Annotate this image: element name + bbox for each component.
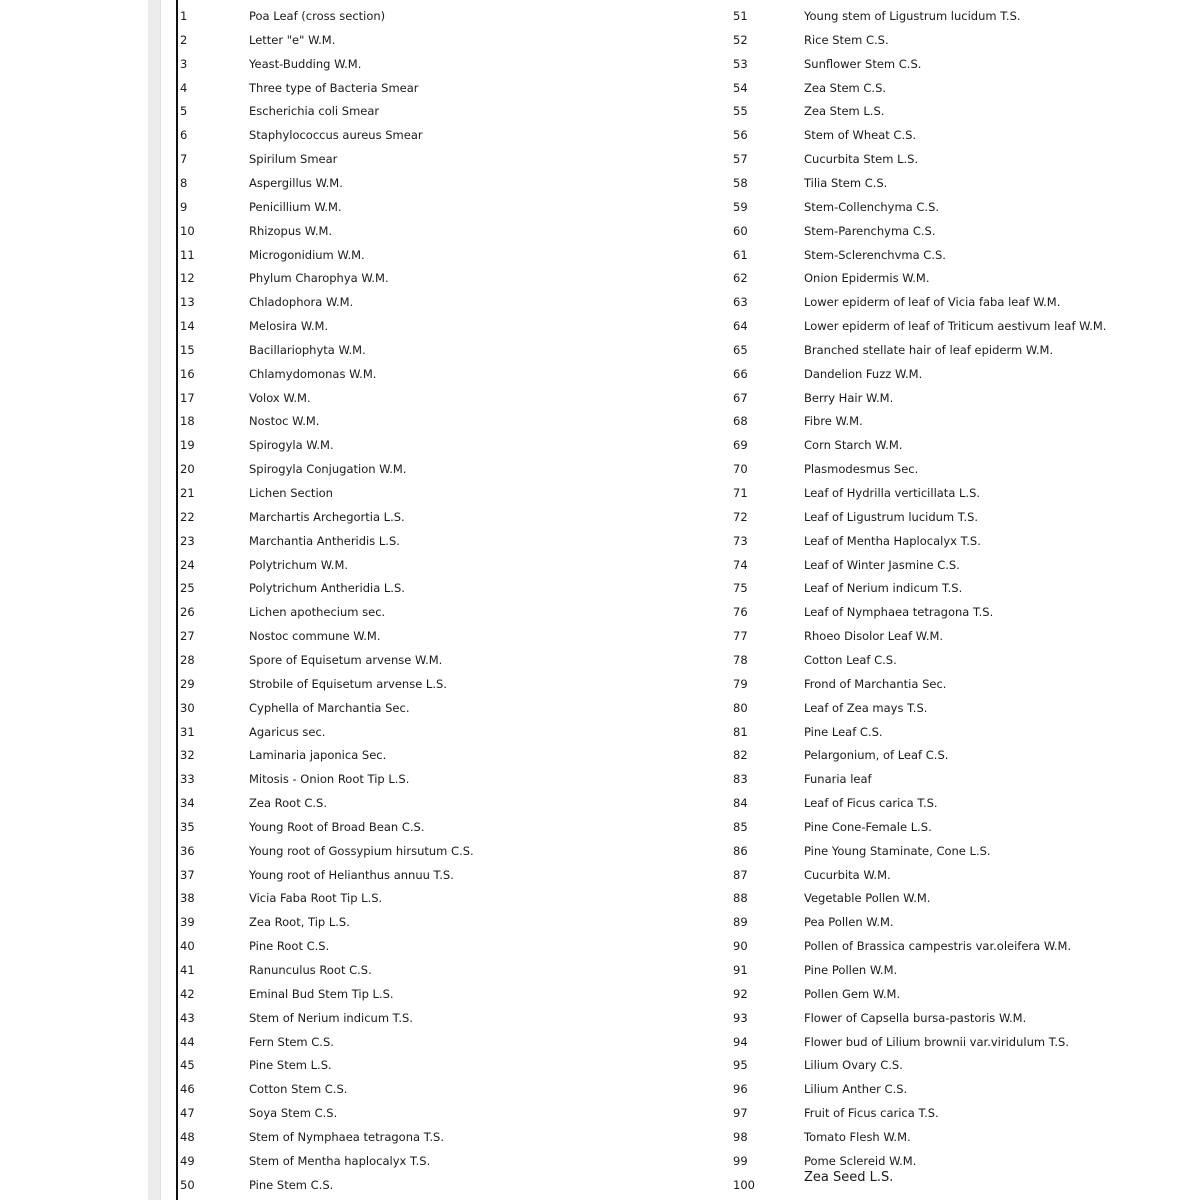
item-name: Chladophora W.M. [249, 295, 354, 310]
item-number: 47 [180, 1106, 195, 1121]
item-number: 90 [733, 939, 748, 954]
item-number: 45 [180, 1058, 195, 1073]
item-number: 73 [733, 533, 748, 548]
item-name: Leaf of Nymphaea tetragona T.S. [804, 605, 994, 620]
item-number: 76 [733, 605, 748, 620]
item-number: 19 [180, 438, 195, 453]
item-name: Laminaria japonica Sec. [249, 748, 387, 763]
item-number: 71 [733, 486, 748, 500]
item-name: Berry Hair W.M. [804, 390, 894, 405]
item-name: Fruit of Ficus carica T.S. [804, 1106, 939, 1121]
item-number: 69 [733, 438, 748, 453]
item-name: Agaricus sec. [249, 724, 326, 739]
item-number: 13 [180, 295, 195, 310]
item-number: 32 [180, 748, 195, 763]
item-name: Nostoc W.M. [249, 414, 320, 429]
item-number: 40 [180, 939, 195, 954]
item-name: Pine Cone-Female L.S. [804, 819, 932, 834]
item-number: 30 [180, 700, 195, 715]
item-name: Vegetable Pollen W.M. [804, 891, 931, 906]
item-number: 100 [733, 1177, 755, 1192]
item-name: Volox W.M. [249, 390, 311, 405]
item-number: 33 [180, 772, 195, 787]
item-name: Chlamydomonas W.M. [249, 366, 377, 381]
item-number: 5 [180, 104, 188, 119]
item-number: 35 [180, 819, 195, 834]
item-number: 27 [180, 629, 195, 644]
item-number: 37 [180, 867, 195, 882]
item-number: 75 [733, 581, 748, 596]
item-name: Rhoeo Disolor Leaf W.M. [804, 629, 944, 644]
item-number: 77 [733, 629, 748, 644]
item-number: 1 [180, 9, 188, 23]
item-number: 96 [733, 1082, 748, 1097]
item-name: Stem-Sclerenchvma C.S. [804, 247, 946, 262]
item-name: Microgonidium W.M. [249, 247, 365, 262]
item-number: 16 [180, 366, 195, 381]
item-number: 12 [180, 271, 195, 286]
item-number: 34 [180, 796, 195, 811]
item-number: 25 [180, 581, 195, 596]
item-name: Lilium Ovary C.S. [804, 1058, 903, 1073]
item-number: 87 [733, 867, 748, 882]
item-number: 57 [733, 152, 748, 167]
item-name: Cucurbita W.M. [804, 867, 891, 882]
item-name: Funaria leaf [804, 772, 872, 787]
item-number: 49 [180, 1153, 195, 1168]
item-name: Leaf of Mentha Haplocalyx T.S. [804, 533, 981, 548]
item-name: Pollen Gem W.M. [804, 986, 901, 1001]
item-name: Pine Young Staminate, Cone L.S. [804, 843, 991, 858]
item-number: 53 [733, 56, 748, 71]
item-name: Stem of Nymphaea tetragona T.S. [249, 1129, 444, 1144]
item-number: 36 [180, 843, 195, 858]
item-name: Stem-Parenchyma C.S. [804, 223, 936, 238]
item-name: Dandelion Fuzz W.M. [804, 366, 923, 381]
item-name: Pollen of Brassica campestris var.oleifera W.M. [804, 939, 1072, 954]
item-name: Zea Stem L.S. [804, 104, 885, 119]
item-number: 80 [733, 700, 748, 715]
item-number: 39 [180, 915, 195, 930]
item-number: 21 [180, 486, 195, 500]
item-number: 84 [733, 796, 748, 811]
item-number: 10 [180, 223, 195, 238]
item-number: 50 [180, 1177, 195, 1192]
item-number: 66 [733, 366, 748, 381]
item-number: 3 [180, 56, 188, 71]
item-number: 26 [180, 605, 195, 620]
item-name: Stem-Collenchyma C.S. [804, 199, 940, 214]
item-name: Sunflower Stem C.S. [804, 56, 922, 71]
item-name: Young root of Gossypium hirsutum C.S. [249, 843, 474, 858]
item-name: Zea Root, Tip L.S. [249, 915, 350, 930]
item-number: 65 [733, 342, 748, 357]
item-name: Ranunculus Root C.S. [249, 963, 372, 977]
item-number: 24 [180, 557, 195, 572]
item-name: Leaf of Hydrilla verticillata L.S. [804, 486, 981, 500]
item-name: Zea Seed L.S. [804, 1169, 894, 1185]
item-number: 2 [180, 32, 188, 47]
item-number: 6 [180, 128, 188, 143]
item-name: Nostoc commune W.M. [249, 629, 381, 644]
item-name: Vicia Faba Root Tip L.S. [249, 891, 383, 906]
item-name: Aspergillus W.M. [249, 175, 343, 190]
item-name: Cotton Leaf C.S. [804, 652, 897, 667]
item-name: Stem of Mentha haplocalyx T.S. [249, 1153, 431, 1168]
item-number: 38 [180, 891, 195, 906]
item-number: 86 [733, 843, 748, 858]
item-number: 95 [733, 1058, 748, 1073]
item-number: 48 [180, 1129, 195, 1144]
item-number: 81 [733, 724, 748, 739]
item-number: 15 [180, 342, 195, 357]
item-number: 31 [180, 724, 195, 739]
item-name: Bacillariophyta W.M. [249, 342, 366, 357]
item-name: Cyphella of Marchantia Sec. [249, 700, 410, 715]
item-name: Young root of Helianthus annuu T.S. [249, 867, 454, 882]
item-name: Lichen apothecium sec. [249, 605, 386, 620]
item-name: Pine Leaf C.S. [804, 724, 883, 739]
item-name: Polytrichum W.M. [249, 557, 349, 572]
item-name: Lichen Section [249, 486, 333, 500]
item-name: Leaf of Zea mays T.S. [804, 700, 928, 715]
item-name: Poa Leaf (cross section) [249, 9, 386, 23]
item-number: 64 [733, 319, 748, 334]
item-name: Pea Pollen W.M. [804, 915, 894, 930]
item-number: 59 [733, 199, 748, 214]
item-number: 60 [733, 223, 748, 238]
item-number: 72 [733, 509, 748, 524]
item-number: 55 [733, 104, 748, 119]
item-name: Phylum Charophya W.M. [249, 271, 389, 286]
item-number: 70 [733, 462, 748, 477]
item-number: 56 [733, 128, 748, 143]
item-name: Pome Sclereid W.M. [804, 1153, 917, 1168]
item-name: Rhizopus W.M. [249, 223, 333, 238]
item-number: 18 [180, 414, 195, 429]
item-name: Melosira W.M. [249, 319, 329, 334]
item-number: 85 [733, 819, 748, 834]
item-number: 46 [180, 1082, 195, 1097]
item-name: Stem of Nerium indicum T.S. [249, 1010, 413, 1025]
item-name: Spirilum Smear [249, 152, 338, 167]
item-name: Flower of Capsella bursa-pastoris W.M. [804, 1010, 1027, 1025]
item-number: 29 [180, 676, 195, 691]
item-number: 51 [733, 9, 748, 23]
item-number: 91 [733, 963, 748, 977]
item-name: Fern Stem C.S. [249, 1034, 334, 1049]
item-name: Zea Root C.S. [249, 796, 328, 811]
item-number: 88 [733, 891, 748, 906]
item-number: 22 [180, 509, 195, 524]
item-number: 89 [733, 915, 748, 930]
item-number: 8 [180, 175, 188, 190]
item-name: Frond of Marchantia Sec. [804, 676, 947, 691]
item-name: Flower bud of Lilium brownii var.viridulum T.S. [804, 1034, 1069, 1049]
item-name: Rice Stem C.S. [804, 32, 889, 47]
item-name: Letter "e" W.M. [249, 32, 336, 47]
item-number: 67 [733, 390, 748, 405]
item-name: Leaf of Ligustrum lucidum T.S. [804, 509, 979, 524]
item-name: Marchartis Archegortia L.S. [249, 509, 405, 524]
item-name: Three type of Bacteria Smear [249, 80, 419, 95]
item-number: 23 [180, 533, 195, 548]
item-number: 41 [180, 963, 195, 977]
item-number: 98 [733, 1129, 748, 1144]
item-name: Leaf of Ficus carica T.S. [804, 796, 938, 811]
item-number: 42 [180, 986, 195, 1001]
item-name: Mitosis - Onion Root Tip L.S. [249, 772, 410, 787]
item-name: Spirogyla W.M. [249, 438, 334, 453]
item-name: Cotton Stem C.S. [249, 1082, 348, 1097]
item-number: 9 [180, 199, 188, 214]
item-name: Spore of Equisetum arvense W.M. [249, 652, 443, 667]
item-name: Young Root of Broad Bean C.S. [249, 819, 425, 834]
item-number: 99 [733, 1153, 748, 1168]
item-name: Branched stellate hair of leaf epiderm W.M. [804, 342, 1054, 357]
item-name: Escherichia coli Smear [249, 104, 380, 119]
item-name: Leaf of Winter Jasmine C.S. [804, 557, 960, 572]
item-number: 82 [733, 748, 748, 763]
item-number: 78 [733, 652, 748, 667]
item-number: 79 [733, 676, 748, 691]
item-name: Lilium Anther C.S. [804, 1082, 908, 1097]
item-number: 43 [180, 1010, 195, 1025]
item-number: 14 [180, 319, 195, 334]
item-name: Pine Root C.S. [249, 939, 330, 954]
item-name: Stem of Wheat C.S. [804, 128, 917, 143]
item-name: Lower epiderm of leaf of Vicia faba leaf W.M. [804, 295, 1061, 310]
item-name: Polytrichum Antheridia L.S. [249, 581, 405, 596]
item-number: 17 [180, 390, 195, 405]
item-number: 93 [733, 1010, 748, 1025]
item-name: Pelargonium, of Leaf C.S. [804, 748, 949, 763]
item-name: Young stem of Ligustrum lucidum T.S. [804, 9, 1021, 23]
item-number: 54 [733, 80, 748, 95]
item-number: 4 [180, 80, 188, 95]
item-name: Soya Stem C.S. [249, 1106, 338, 1121]
item-number: 7 [180, 152, 188, 167]
item-number: 63 [733, 295, 748, 310]
item-name: Fibre W.M. [804, 414, 863, 429]
item-name: Onion Epidermis W.M. [804, 271, 930, 286]
item-name: Corn Starch W.M. [804, 438, 903, 453]
item-number: 97 [733, 1106, 748, 1121]
item-number: 62 [733, 271, 748, 286]
item-name: Eminal Bud Stem Tip L.S. [249, 986, 394, 1001]
item-name: Pine Stem C.S. [249, 1177, 334, 1192]
item-name: Strobile of Equisetum arvense L.S. [249, 676, 447, 691]
item-name: Marchantia Antheridis L.S. [249, 533, 400, 548]
item-name: Pine Stem L.S. [249, 1058, 332, 1073]
item-name: Yeast-Budding W.M. [249, 56, 362, 71]
item-name: Zea Stem C.S. [804, 80, 887, 95]
item-number: 20 [180, 462, 195, 477]
item-name: Leaf of Nerium indicum T.S. [804, 581, 963, 596]
item-name: Staphylococcus aureus Smear [249, 128, 423, 143]
item-number: 68 [733, 414, 748, 429]
item-number: 28 [180, 652, 195, 667]
item-number: 44 [180, 1034, 195, 1049]
item-number: 61 [733, 247, 748, 262]
item-name: Penicillium W.M. [249, 199, 342, 214]
item-number: 74 [733, 557, 748, 572]
item-name: Spirogyla Conjugation W.M. [249, 462, 407, 477]
item-number: 94 [733, 1034, 748, 1049]
item-number: 52 [733, 32, 748, 47]
item-name: Lower epiderm of leaf of Triticum aestivum leaf W.M. [804, 319, 1107, 334]
item-number: 11 [180, 247, 195, 262]
item-name: Tilia Stem C.S. [804, 175, 888, 190]
item-name: Pine Pollen W.M. [804, 963, 898, 977]
item-name: Tomato Flesh W.M. [804, 1129, 911, 1144]
item-name: Cucurbita Stem L.S. [804, 152, 919, 167]
item-number: 58 [733, 175, 748, 190]
item-number: 92 [733, 986, 748, 1001]
item-name: Plasmodesmus Sec. [804, 462, 919, 477]
item-number: 83 [733, 772, 748, 787]
